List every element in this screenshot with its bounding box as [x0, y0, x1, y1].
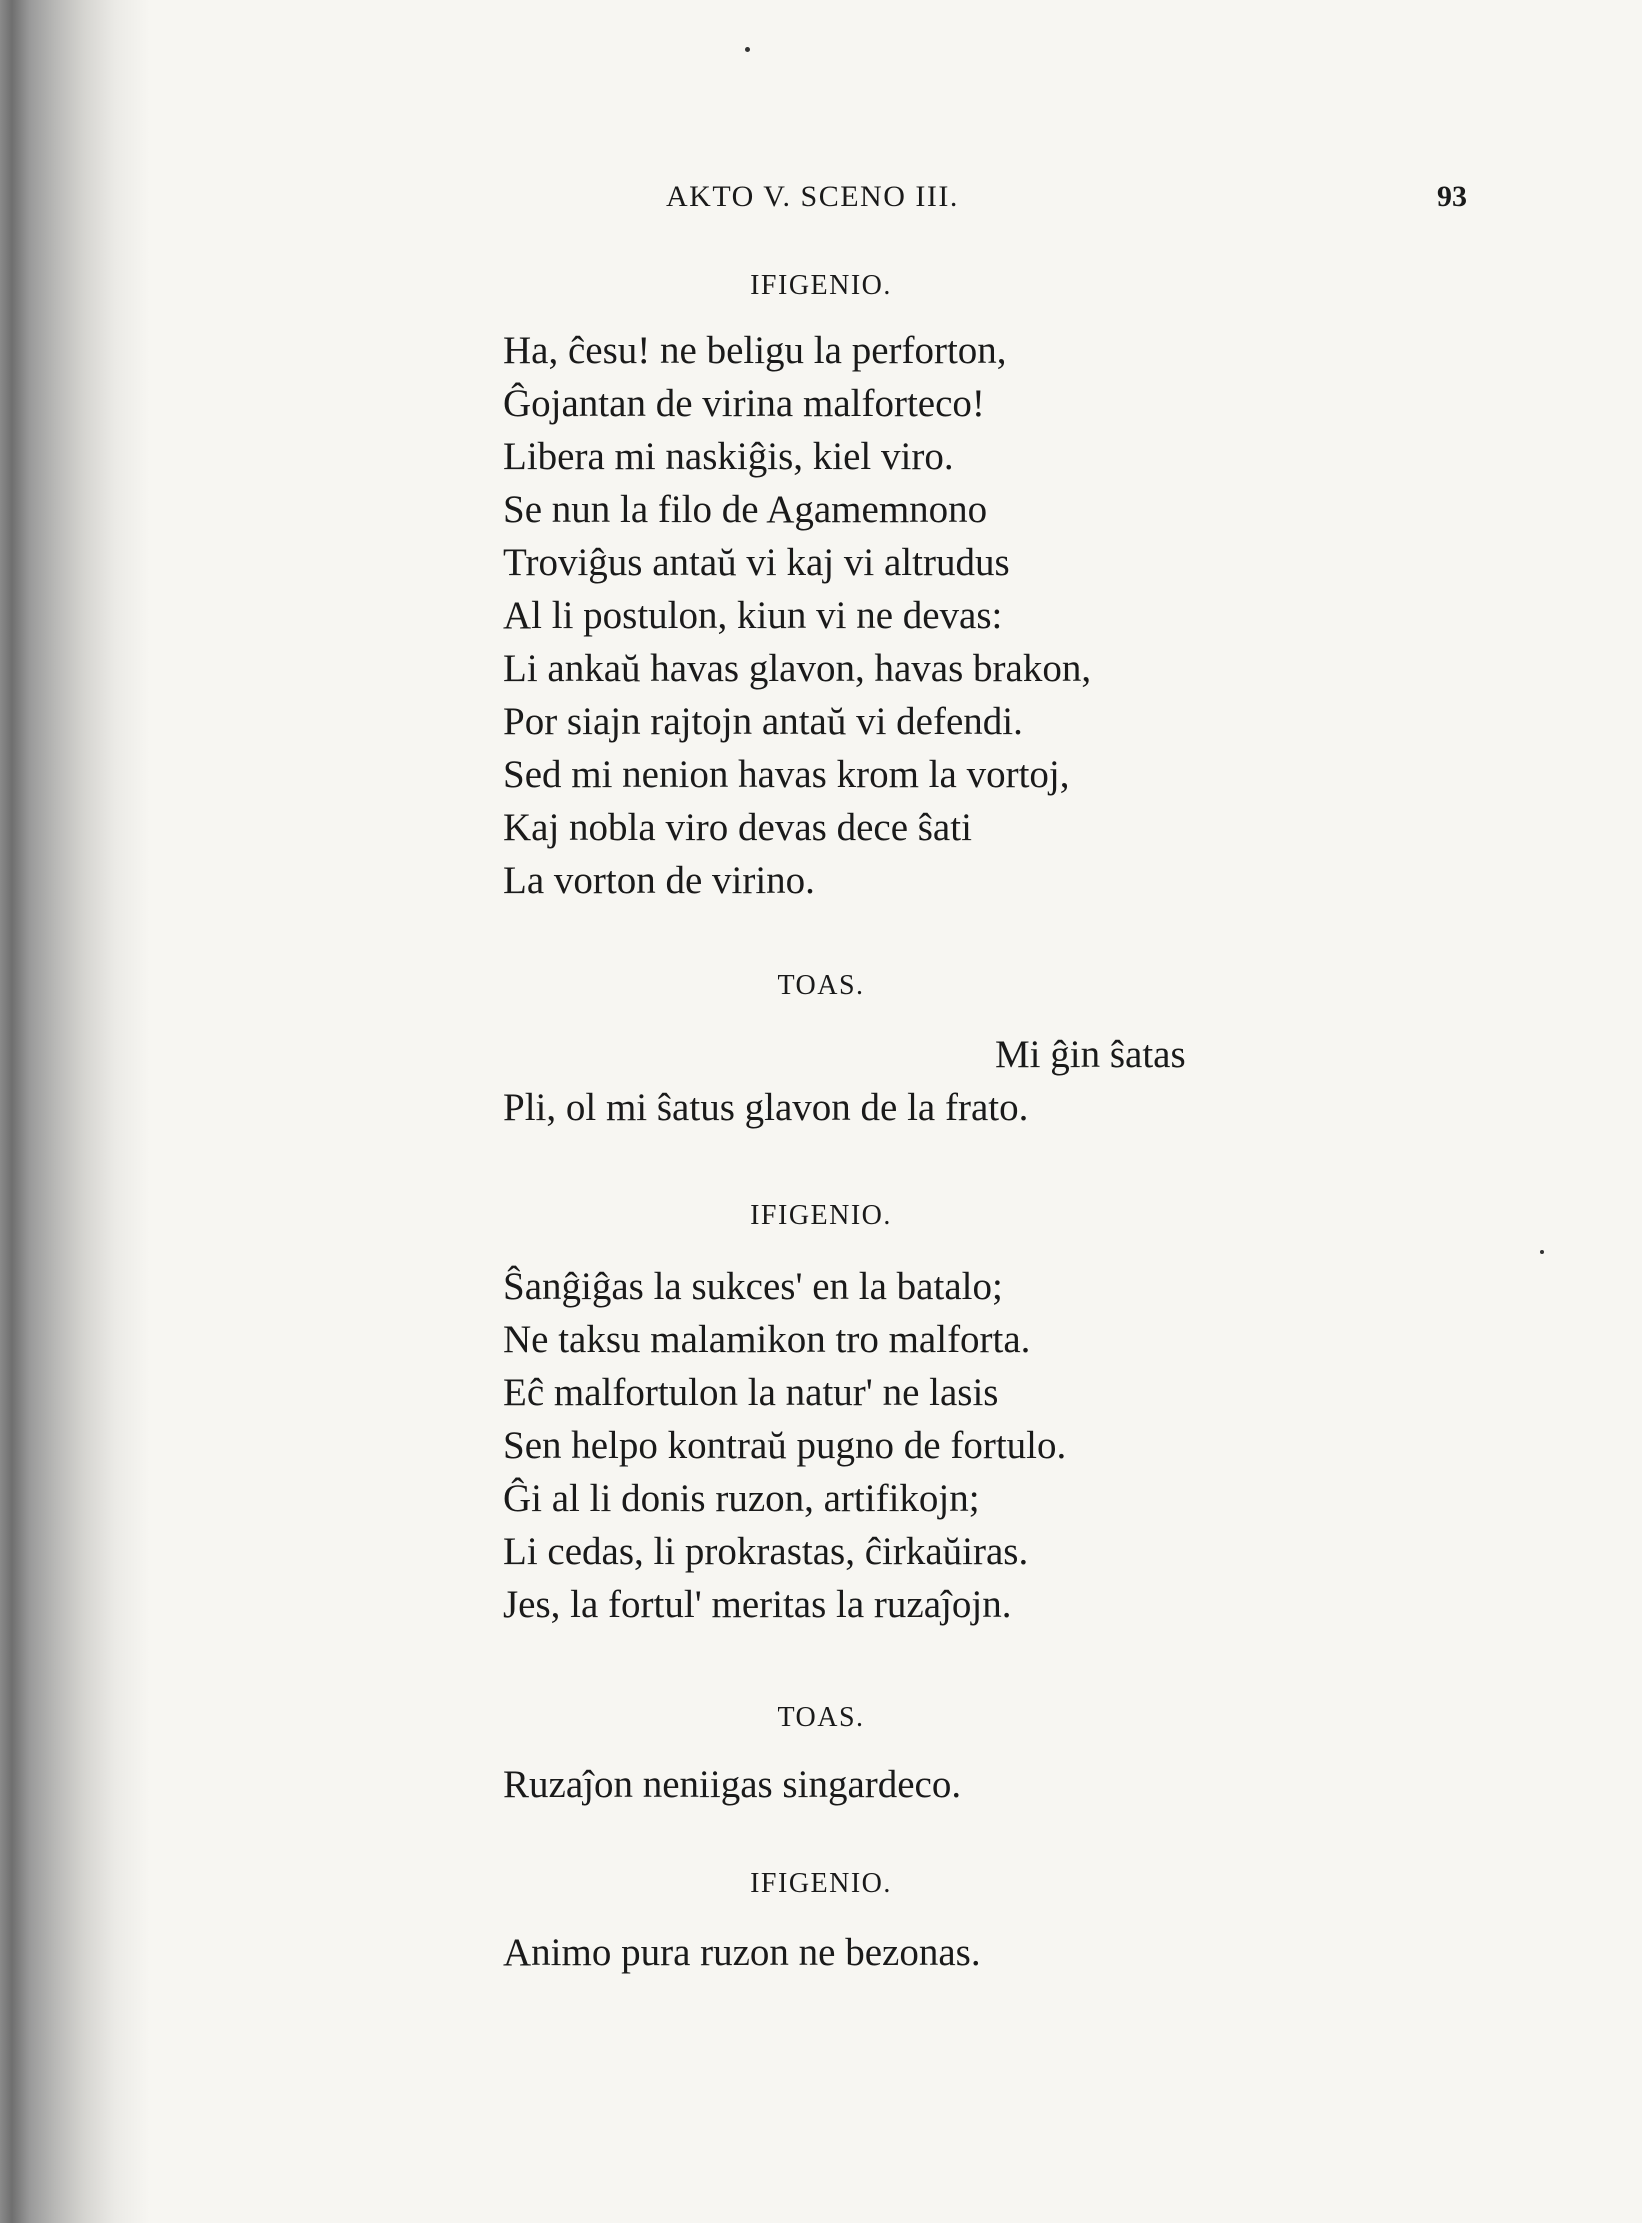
verse-line: Ha, ĉesu! ne beligu la perforton,	[503, 329, 1007, 372]
verse-line: Troviĝus antaŭ vi kaj vi altrudus	[503, 541, 1010, 584]
speaker-label: TOAS.	[777, 1702, 865, 1733]
verse-line: Jes, la fortul' meritas la ruzaĵojn.	[503, 1583, 1012, 1626]
verse-line: Ĝi al li donis ruzon, artifikojn;	[503, 1477, 980, 1520]
verse-line: Kaj nobla viro devas dece ŝati	[503, 806, 972, 849]
verse-line: Li ankaŭ havas glavon, havas brakon,	[503, 647, 1092, 690]
speaker-label: IFIGENIO.	[750, 1200, 892, 1231]
verse-line: Ne taksu malamikon tro malforta.	[503, 1318, 1031, 1361]
running-head: AKTO V. SCENO III.	[666, 180, 959, 213]
verse-line: Ĝojantan de virina malforteco!	[503, 382, 985, 425]
speaker-label: TOAS.	[777, 970, 865, 1001]
verse-block	[503, 1028, 1186, 1134]
speaker-label: IFIGENIO.	[750, 1868, 892, 1899]
verse-block	[503, 1260, 1066, 1631]
verse-line: La vorton de virino.	[503, 859, 815, 902]
verse-line: Ŝanĝiĝas la sukces' en la batalo;	[503, 1265, 1003, 1308]
verse-line: Por siajn rajtojn antaŭ vi defendi.	[503, 700, 1023, 743]
verse-line: Pli, ol mi ŝatus glavon de la frato.	[503, 1086, 1029, 1129]
verse-line: Li cedas, li prokrastas, ĉirkaŭiras.	[503, 1530, 1029, 1573]
verse-block	[503, 324, 1091, 907]
verse-line: Libera mi naskiĝis, kiel viro.	[503, 435, 954, 478]
verse-line: Sen helpo kontraŭ pugno de fortulo.	[503, 1424, 1067, 1467]
verse-line: Sed mi nenion havas krom la vortoj,	[503, 753, 1070, 796]
page-header	[0, 180, 1642, 230]
verse-line: Se nun la filo de Agamemnono	[503, 488, 988, 531]
verse-block	[503, 1926, 981, 1979]
page-number: 93	[1437, 180, 1467, 213]
print-speck	[745, 47, 750, 52]
verse-line: Ruzaĵon neniigas singardeco.	[503, 1763, 962, 1806]
print-speck	[1540, 1250, 1544, 1254]
verse-line: Al li postulon, kiun vi ne devas:	[503, 594, 1003, 637]
verse-line: Animo pura ruzon ne bezonas.	[503, 1931, 981, 1974]
speaker-label: IFIGENIO.	[750, 270, 892, 301]
verse-line-continuation: Mi ĝin ŝatas	[995, 1033, 1186, 1076]
verse-line: Eĉ malfortulon la natur' ne lasis	[503, 1371, 999, 1414]
verse-block	[503, 1758, 961, 1811]
